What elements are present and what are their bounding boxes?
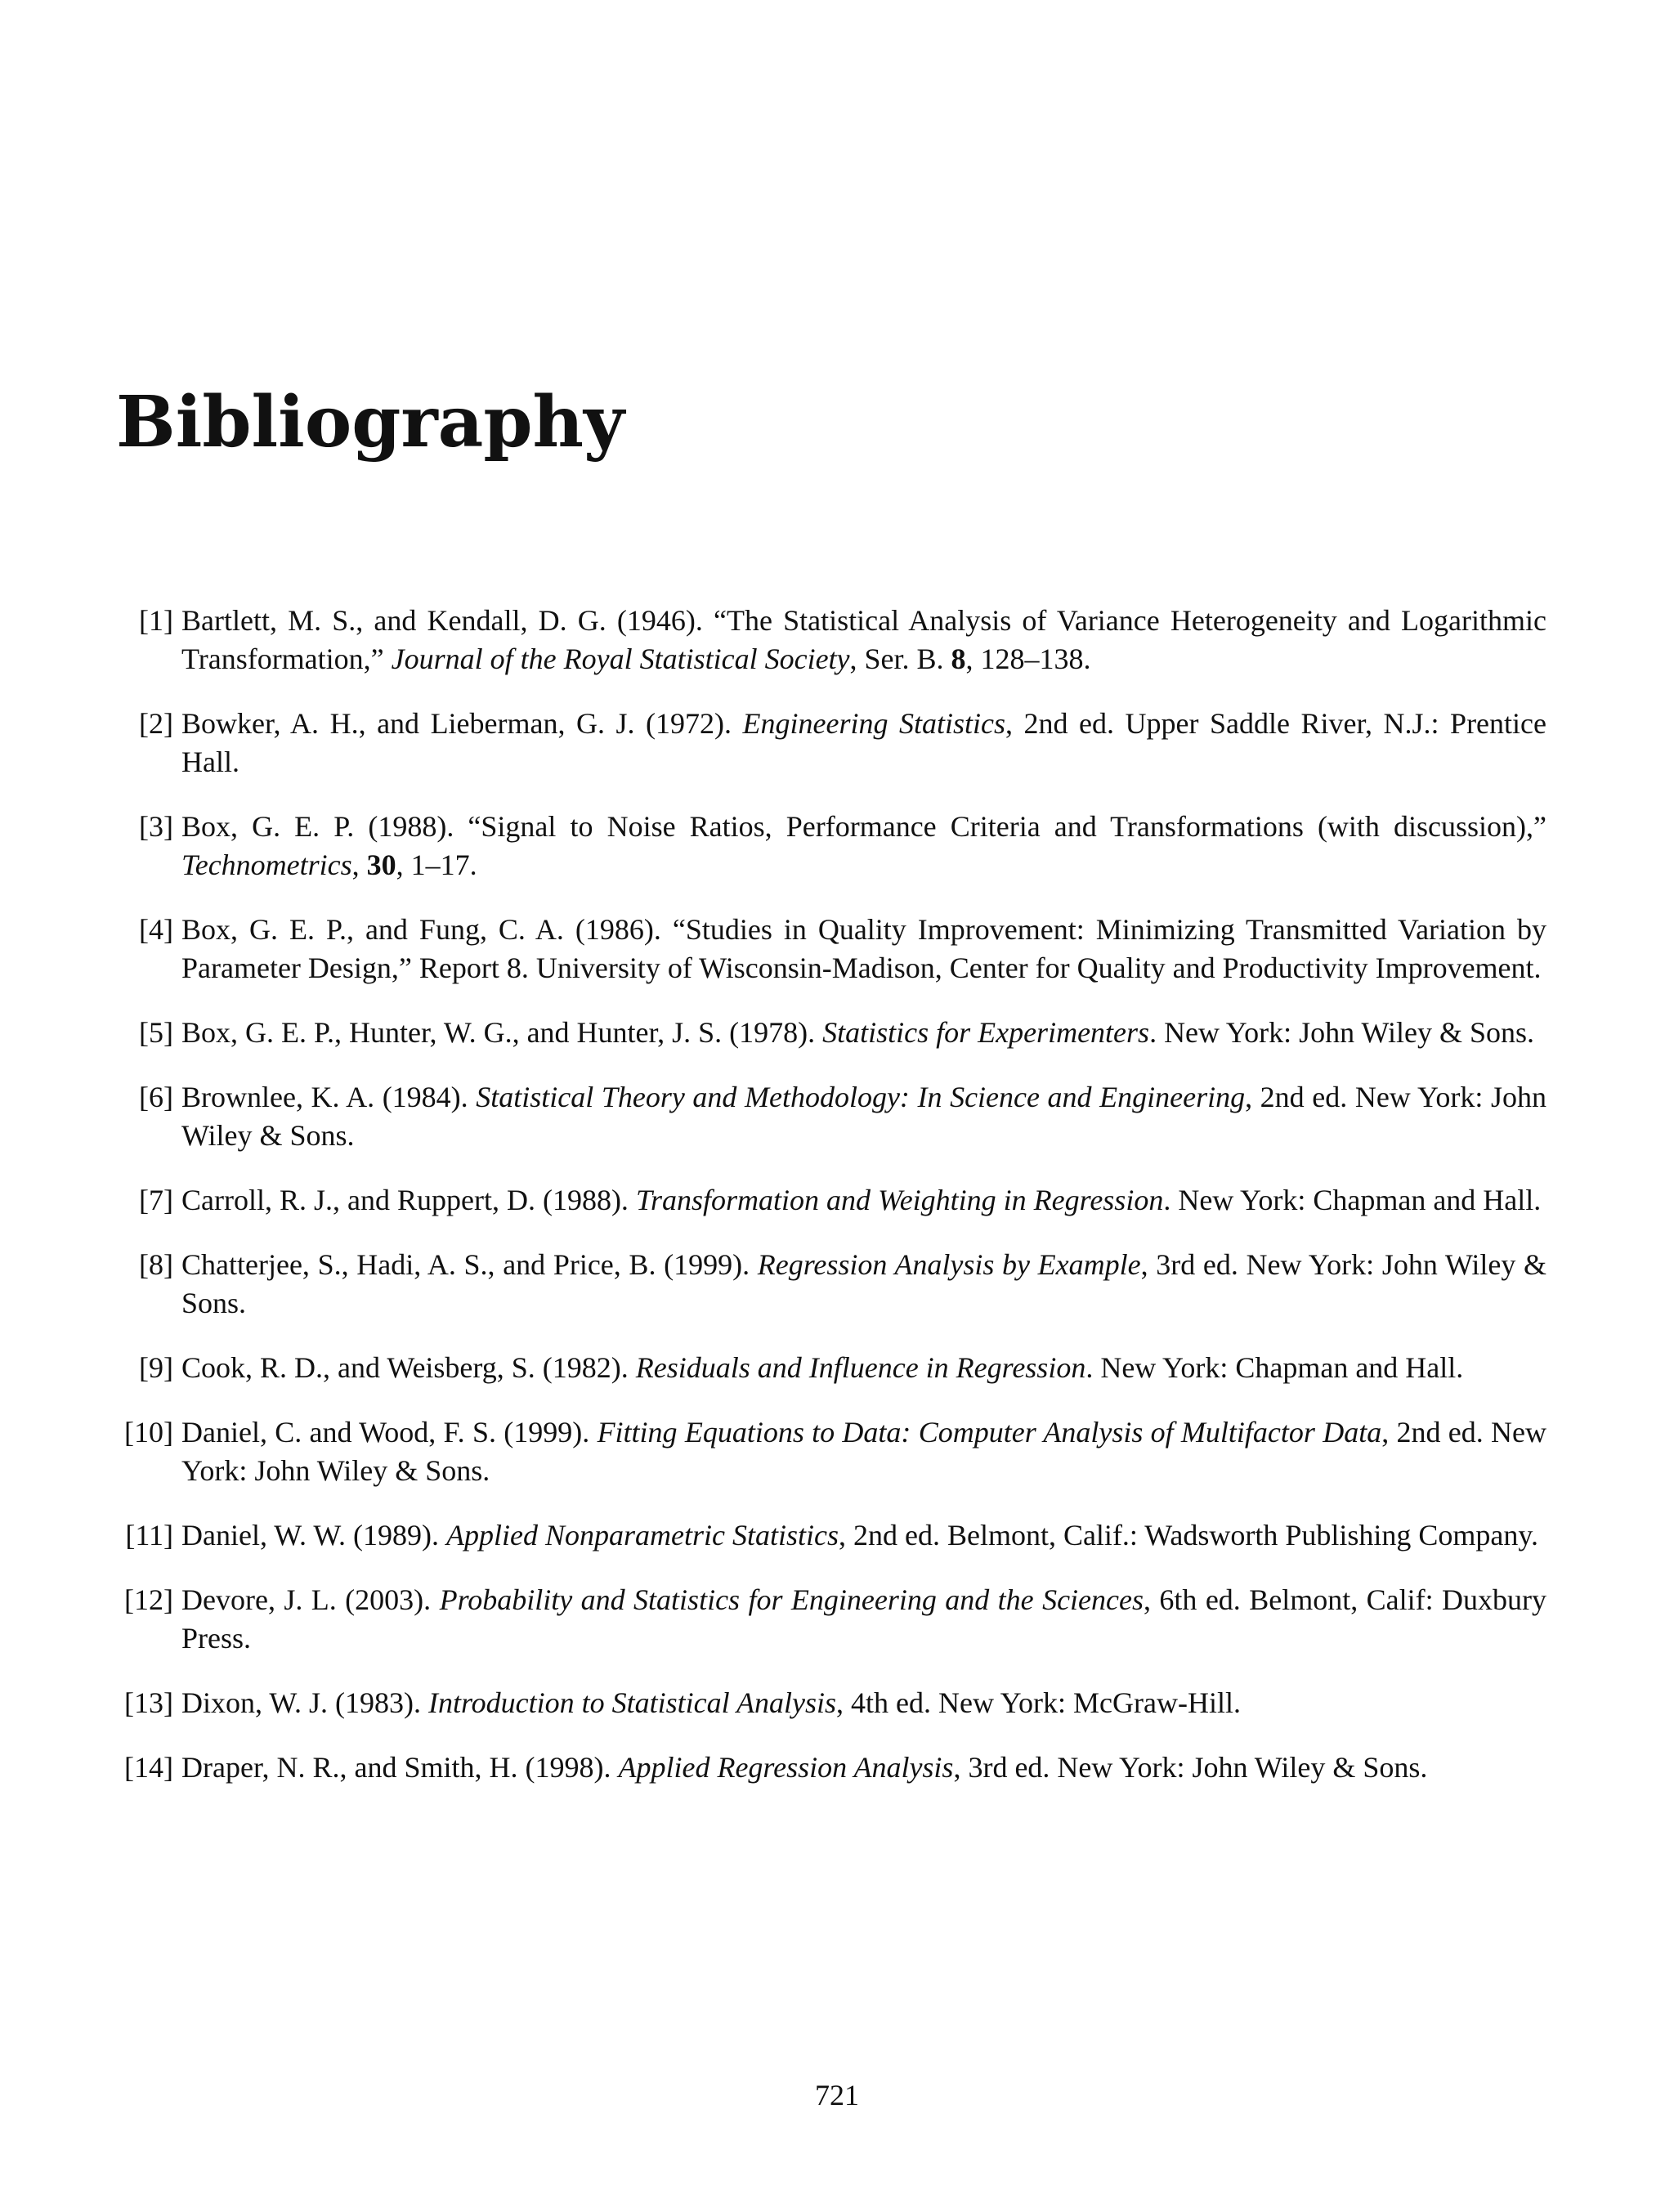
reference-item — [116, 1349, 1546, 1387]
reference-text — [181, 1016, 1534, 1049]
reference-title-italic: Probability and Statistics for Engineering and the Sciences — [439, 1583, 1144, 1616]
reference-text — [181, 1184, 1541, 1216]
reference-text-run: , 2nd ed. New York: John Wiley & Sons. — [181, 1081, 1547, 1152]
reference-item — [116, 1749, 1546, 1787]
reference-title-italic: Transformation and Weighting in Regression — [635, 1184, 1164, 1216]
reference-text — [181, 1583, 1546, 1655]
reference-number: [11] — [125, 1519, 173, 1552]
reference-number: [6] — [139, 1081, 173, 1113]
reference-text-run: , 128–138. — [965, 643, 1091, 675]
page-number: 721 — [815, 2079, 859, 2111]
reference-item — [116, 1581, 1546, 1658]
reference-text-run: Box, G. E. P. (1988). “Signal to Noise Ratios, Performance Criteria and Transformations (with discussion),” — [181, 810, 1546, 843]
reference-text — [181, 707, 1546, 778]
reference-title-italic: Residuals and Influence in Regression — [635, 1351, 1086, 1384]
reference-text-run: Bowker, A. H., and Lieberman, G. J. (1972). — [181, 707, 743, 740]
reference-text-run: Box, G. E. P., and Fung, C. A. (1986). “Studies in Quality Improvement: Minimizing Transmitted Variation by Parameter Design,” Report 8. University of Wisconsin-Madison, Center for Quality and Productivity Improvement. — [181, 913, 1546, 984]
reference-text — [181, 810, 1546, 881]
reference-number: [3] — [139, 810, 173, 843]
reference-text-run: . New York: Chapman and Hall. — [1085, 1351, 1464, 1384]
reference-item — [116, 602, 1546, 678]
reference-text — [181, 1351, 1463, 1384]
reference-title-italic: Fitting Equations to Data: Computer Analysis of Multifactor Data — [597, 1416, 1382, 1449]
reference-title-italic: Applied Nonparametric Statistics — [445, 1519, 839, 1552]
reference-item — [116, 705, 1546, 781]
reference-text-run: , 2nd ed. Upper Saddle River, N.J.: Prentice Hall. — [181, 707, 1546, 778]
reference-number: [8] — [139, 1248, 173, 1281]
reference-text-run: , — [351, 849, 367, 881]
reference-text-run: , 3rd ed. New York: John Wiley & Sons. — [953, 1751, 1428, 1784]
reference-number: [2] — [139, 707, 173, 740]
reference-text — [181, 604, 1546, 675]
reference-text-run: Daniel, C. and Wood, F. S. (1999). — [181, 1416, 598, 1449]
reference-number: [9] — [139, 1351, 173, 1384]
reference-text-run: , 4th ed. New York: McGraw-Hill. — [836, 1686, 1241, 1719]
reference-text-run: Devore, J. L. (2003). — [181, 1583, 440, 1616]
reference-number: [5] — [139, 1016, 173, 1049]
reference-item — [116, 1181, 1546, 1220]
reference-title-italic: Journal of the Royal Statistical Society — [391, 643, 850, 675]
reference-volume-bold: 30 — [366, 849, 396, 881]
reference-list — [116, 602, 1546, 1813]
reference-number: [14] — [124, 1751, 173, 1784]
reference-text-run: Brownlee, K. A. (1984). — [181, 1081, 477, 1113]
reference-item — [116, 1684, 1546, 1722]
reference-title-italic: Applied Regression Analysis — [618, 1751, 954, 1784]
reference-text — [181, 1751, 1427, 1784]
reference-text-run: , 2nd ed. Belmont, Calif.: Wadsworth Publishing Company. — [838, 1519, 1539, 1552]
reference-text-run: , 3rd ed. New York: John Wiley & Sons. — [181, 1248, 1547, 1319]
reference-text — [181, 1416, 1546, 1487]
reference-title-italic: Introduction to Statistical Analysis — [428, 1686, 837, 1719]
reference-item — [116, 1078, 1546, 1155]
reference-text-run: , Ser. B. — [849, 643, 951, 675]
reference-title-italic: Engineering Statistics — [742, 707, 1005, 740]
reference-number: [12] — [124, 1583, 173, 1616]
reference-text-run: Bartlett, M. S., and Kendall, D. G. (1946). “The Statistical Analysis of Variance Heterogeneity and Logarithmic Transformation,” — [181, 604, 1546, 675]
reference-text-run: Carroll, R. J., and Ruppert, D. (1988). — [181, 1184, 636, 1216]
reference-text-run: , 1–17. — [396, 849, 477, 881]
reference-text — [181, 1248, 1546, 1319]
reference-item — [116, 1516, 1546, 1555]
reference-title-italic: Statistics for Experimenters — [822, 1016, 1150, 1049]
reference-text-run: Chatterjee, S., Hadi, A. S., and Price, B. (1999). — [181, 1248, 758, 1281]
reference-text-run: , 6th ed. Belmont, Calif: Duxbury Press. — [181, 1583, 1547, 1655]
reference-text-run: , 2nd ed. New York: John Wiley & Sons. — [181, 1416, 1547, 1487]
reference-title-italic: Statistical Theory and Methodology: In Science and Engineering — [476, 1081, 1246, 1113]
reference-number: [1] — [139, 604, 173, 637]
reference-text — [181, 1081, 1546, 1152]
reference-text-run: . New York: John Wiley & Sons. — [1149, 1016, 1534, 1049]
reference-title-italic: Regression Analysis by Example — [757, 1248, 1141, 1281]
reference-item — [116, 1246, 1546, 1323]
reference-number: [4] — [139, 913, 173, 946]
reference-item — [116, 1014, 1546, 1052]
reference-text — [181, 1686, 1241, 1719]
reference-number: [7] — [139, 1184, 173, 1216]
reference-text-run: Box, G. E. P., Hunter, W. G., and Hunter, J. S. (1978). — [181, 1016, 823, 1049]
reference-number: [13] — [124, 1686, 173, 1719]
reference-item — [116, 911, 1546, 987]
reference-title-italic: Technometrics — [181, 849, 352, 881]
chapter-title: Bibliography — [116, 381, 624, 463]
reference-item — [116, 808, 1546, 884]
reference-text-run: Cook, R. D., and Weisberg, S. (1982). — [181, 1351, 636, 1384]
reference-number: [10] — [124, 1416, 173, 1449]
reference-item — [116, 1413, 1546, 1490]
reference-text-run: Draper, N. R., and Smith, H. (1998). — [181, 1751, 619, 1784]
reference-text — [181, 1519, 1538, 1552]
reference-text-run: Daniel, W. W. (1989). — [181, 1519, 446, 1552]
reference-text — [181, 913, 1546, 984]
reference-volume-bold: 8 — [951, 643, 966, 675]
reference-text-run: . New York: Chapman and Hall. — [1163, 1184, 1542, 1216]
reference-text-run: Dixon, W. J. (1983). — [181, 1686, 429, 1719]
